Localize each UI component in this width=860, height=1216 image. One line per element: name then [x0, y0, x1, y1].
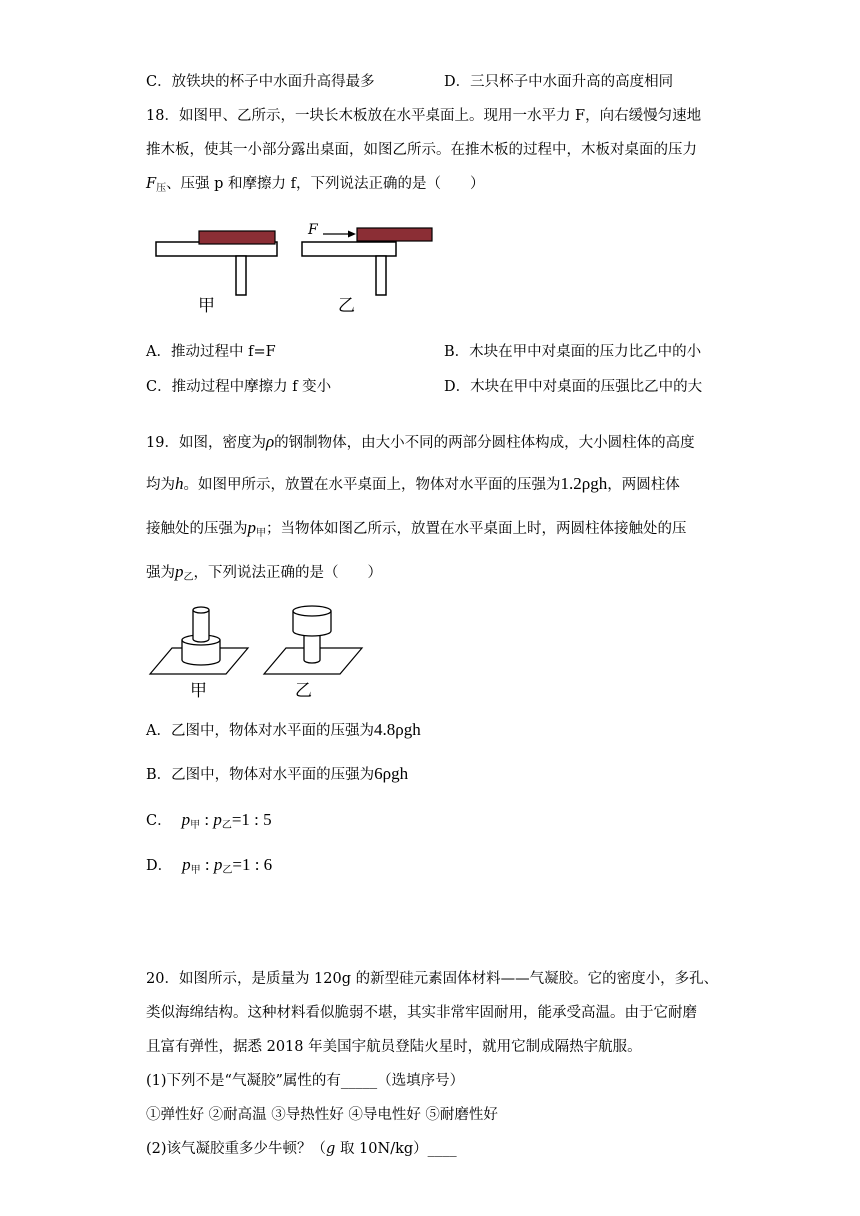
- q19-option-d-p-jia: p: [182, 855, 191, 874]
- q18-figure: [152, 222, 452, 322]
- q19-stem-line-4-b: ，下列说法正确的是（ ）: [193, 565, 382, 581]
- q20-stem-line-1: 20．如图所示，是质量为 120g 的新型硅元素固体材料——气凝胶。它的密度小，多孔、: [146, 971, 719, 987]
- q19-pressure-expression: 1.2ρgh: [560, 474, 608, 493]
- q18-option-d: D．木块在甲中对桌面的压强比乙中的大: [444, 379, 703, 395]
- q19-stem-line-2-a: 均为: [146, 477, 175, 493]
- q19-option-c-sub-yi: 乙: [221, 820, 232, 831]
- q20-subquestion-1: (1)下列不是“气凝胶”属性的有_____（选填序号）: [146, 1073, 465, 1089]
- q19-option-c-sub-jia: 甲: [190, 820, 201, 831]
- q19-stem-line-1-a: 19．如图，密度为: [146, 435, 266, 451]
- q19-stem-line-2-c: ，两圆柱体: [607, 477, 680, 493]
- q18-stem-line-3: [146, 174, 485, 196]
- q19-stem-line-1-b: 的钢制物体，由大小不同的两部分圆柱体构成，大小圆柱体的高度: [274, 435, 695, 451]
- q19-p-yi-subscript: 乙: [183, 572, 194, 583]
- q20-stem-line-3: 且富有弹性，据悉 2018 年美国宇航员登陆火星时，就用它制成隔热宇航服。: [146, 1039, 642, 1055]
- q19-p-yi-symbol: p: [175, 562, 184, 581]
- q19-option-d: D． $p_甲$ : $p_乙=1$ : 6: [146, 855, 273, 876]
- q19-option-d-ratio: =1 : 6: [232, 855, 273, 874]
- q18-stem-line-2: 推木板，使其一小部分露出桌面，如图乙所示。在推木板的过程中，木板对桌面的压力: [146, 142, 697, 158]
- table-leg-jia: [236, 256, 246, 295]
- q19-option-d-prefix: D．: [146, 858, 173, 874]
- q19-option-a-expression: 4.8ρgh: [373, 720, 421, 739]
- q18-figure-jia: [156, 231, 277, 295]
- q20-stem-line-2: 类似海绵结构。这种材料看似脆弱不堪，其实非常牢固耐用，能承受高温。由于它耐磨: [146, 1005, 697, 1021]
- q19-option-b-expression: 6ρgh: [374, 764, 409, 783]
- q20-subquestion-2-b: 取 10N/kg）____: [335, 1141, 457, 1157]
- q19-option-c-ratio: =1 : 5: [231, 810, 272, 829]
- q19-stem-line-4-a: 强为: [146, 565, 175, 581]
- q19-stem-line-3: [146, 518, 687, 541]
- q18-option-b: B．木块在甲中对桌面的压力比乙中的小: [444, 344, 702, 360]
- q19-option-c: C． $p_甲$ : $p_乙=1$ : 5: [146, 810, 272, 831]
- q19-figure-yi: [264, 606, 362, 674]
- small-cylinder-jia: [193, 610, 209, 642]
- q19-figure-jia: [150, 607, 248, 674]
- q19-p-jia-symbol: p: [247, 518, 256, 537]
- q19-stem-line-3-b: ；当物体如图乙所示，放置在水平桌面上时，两圆柱体接触处的压: [266, 521, 687, 537]
- q18-option-a: A．推动过程中 f=F: [146, 344, 276, 360]
- q19-option-c-p-yi: p: [213, 810, 222, 829]
- table-leg-yi: [376, 256, 386, 295]
- board-yi: [357, 228, 432, 241]
- q20-subquestion-2-a: (2)该气凝胶重多少牛顿？（: [146, 1141, 327, 1157]
- q18-option-c: C．推动过程中摩擦力 f 变小: [146, 379, 332, 395]
- q19-option-a: [146, 720, 421, 741]
- q19-option-c-p-jia: p: [181, 810, 191, 829]
- q19-option-a-text: A．乙图中，物体对水平面的压强为: [146, 723, 374, 739]
- q19-stem-line-3-a: 接触处的压强为: [146, 521, 248, 537]
- q19-rho-symbol: ρ: [265, 432, 275, 451]
- q19-figure-label-yi: 乙: [295, 681, 312, 701]
- q19-h-symbol: h: [175, 474, 184, 493]
- q19-figure: [146, 600, 366, 680]
- board-jia: [199, 231, 275, 244]
- q18-force-symbol: F: [146, 176, 157, 192]
- q18-force-label: F: [308, 222, 318, 238]
- q18-figure-label-jia: 甲: [198, 296, 215, 316]
- q18-figure-label-yi: 乙: [338, 296, 355, 316]
- force-arrow-head: [348, 231, 356, 238]
- q19-option-b: [146, 764, 408, 785]
- table-top-yi: [302, 242, 396, 256]
- q19-option-d-sub-jia: 甲: [190, 865, 201, 876]
- q19-option-b-text: B．乙图中，物体对水平面的压强为: [146, 767, 375, 783]
- q18-stem-line-3-rest: 、压强 p 和摩擦力 f，下列说法正确的是（ ）: [166, 176, 485, 192]
- q20-subquestion-2: [146, 1139, 457, 1159]
- q20-g-symbol: g: [326, 1141, 336, 1157]
- q19-option-d-sub-yi: 乙: [222, 865, 233, 876]
- q18-force-subscript: 压: [156, 183, 167, 194]
- q19-stem-line-4: [146, 562, 382, 585]
- q19-p-jia-subscript: 甲: [256, 528, 266, 539]
- q19-stem-line-2: [146, 474, 680, 495]
- q18-stem-line-1: 18．如图甲、乙所示，一块长木板放在水平桌面上。现用一水平力 F，向右缓慢匀速地: [146, 108, 702, 124]
- q17-option-d: D．三只杯子中水面升高的高度相同: [444, 74, 674, 90]
- q20-properties-list: ①弹性好 ②耐高温 ③导热性好 ④导电性好 ⑤耐磨性好: [146, 1107, 498, 1123]
- q19-figure-label-jia: 甲: [190, 681, 207, 701]
- q19-option-d-p-yi: p: [213, 855, 223, 874]
- q19-option-c-prefix: C．: [146, 813, 172, 829]
- q17-option-c: C．放铁块的杯子中水面升高得最多: [146, 74, 375, 90]
- q18-figure-yi: [302, 228, 432, 295]
- q19-stem-line-2-b: 。如图甲所示，放置在水平桌面上，物体对水平面的压强为: [183, 477, 561, 493]
- q19-stem-line-1: [146, 432, 695, 453]
